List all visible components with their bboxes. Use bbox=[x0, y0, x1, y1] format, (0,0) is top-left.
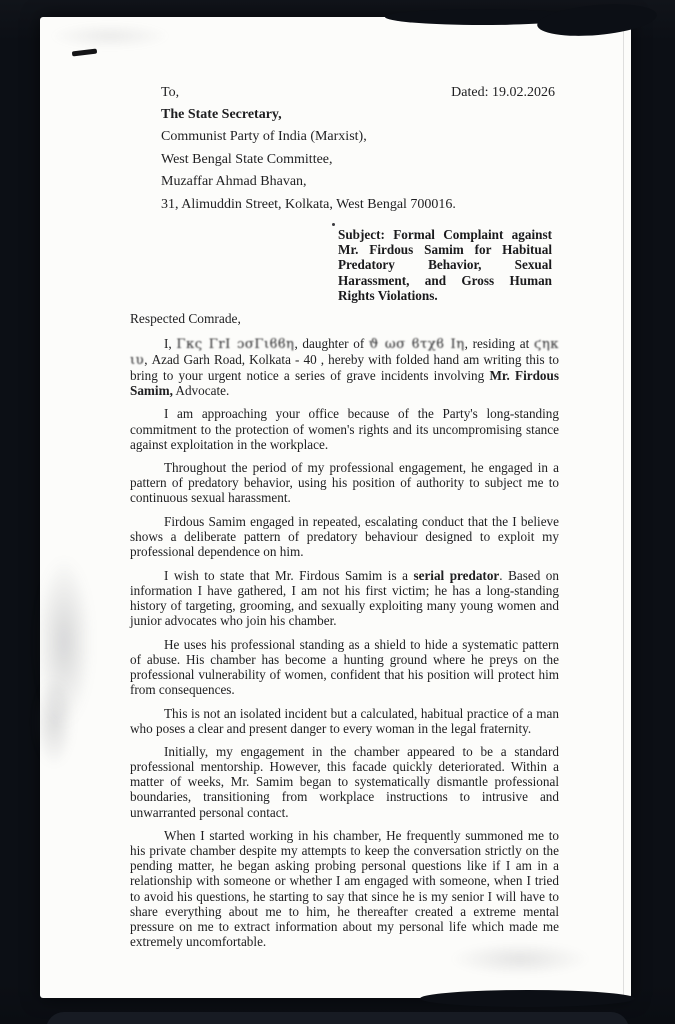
letter-header bbox=[161, 85, 555, 101]
letter-paragraph bbox=[130, 568, 559, 628]
letter-paragraph bbox=[130, 637, 559, 697]
scan-shadow-left-lower bbox=[34, 677, 74, 767]
greeting: Respected Comrade, bbox=[130, 311, 241, 327]
scan-shadow-top-left bbox=[50, 23, 170, 49]
letter-paragraph bbox=[130, 744, 559, 819]
scan-edge-bottom bbox=[420, 990, 635, 1007]
next-card-edge bbox=[46, 1012, 629, 1024]
letter-paragraph bbox=[130, 828, 559, 949]
redacted-text: ϛηκ ιυ bbox=[130, 336, 559, 368]
to-label: To, bbox=[161, 85, 180, 100]
letter-paragraph bbox=[130, 514, 559, 559]
scan-edge-top-right bbox=[536, 0, 658, 40]
text-segment: Initially, my engagement in the chamber appeared to be a standard professional mentorship. However, this facade quickly deteriorated. Within a matter of weeks, Mr. Samim began to systematically dismantle professional boundaries, transitioning from workplace instructions to intrusive and unwarranted personal contact. bbox=[130, 744, 559, 820]
letter-paragraph bbox=[130, 460, 559, 505]
text-segment: , residing at bbox=[464, 335, 534, 351]
letter-paragraph bbox=[130, 406, 559, 451]
recipient-address bbox=[161, 104, 631, 216]
text-segment: I am approaching your office because of the Party's long-standing commitment to the protection of women's rights and its uncompromising stance against exploitation in the workplace. bbox=[130, 406, 559, 452]
recipient-line: Communist Party of India (Marxist), bbox=[161, 129, 367, 145]
redacted-text: Γκς ΓrΙ ɔσΓιϐϐη bbox=[176, 336, 295, 352]
text-segment: , daughter of bbox=[294, 335, 369, 351]
text-segment: I, bbox=[164, 335, 177, 351]
letter-paragraph bbox=[130, 706, 559, 736]
scan-fold-line bbox=[623, 17, 624, 998]
text-segment: Throughout the period of my professional engagement, he engaged in a pattern of predatory behavior, using his position of authority to subject me to continuous sexual harassment. bbox=[130, 460, 559, 506]
subject-block: Subject: Formal Complaint against Mr. Firdous Samim for Habitual Predatory Behavior, Sexual Harassment, and Gross Human Rights Violations. bbox=[338, 227, 552, 303]
scan-speck bbox=[332, 223, 335, 226]
recipient-line: The State Secretary, bbox=[161, 107, 282, 122]
letter-page bbox=[40, 17, 631, 998]
text-segment: serial predator bbox=[413, 567, 500, 583]
text-segment: I wish to state that Mr. Firdous Samim is a bbox=[164, 567, 414, 583]
redacted-text: ϑ ωσ ϐτχϐ Ιη bbox=[368, 336, 465, 352]
scan-shadow-bottom bbox=[450, 942, 590, 976]
text-segment: . Based on information I have gathered, I am not his first victim; he has a long-standing history of targeting, grooming, and sexually exploiting many young women and junior advocates who join his chamber. bbox=[130, 567, 559, 629]
text-segment: , Azad Garh Road, Kolkata - 40 , hereby with folded hand am writing this to bring to your urgent notice a series of grave incidents involving bbox=[130, 351, 559, 383]
text-segment: Mr. Firdous Samim, bbox=[130, 367, 559, 398]
recipient-line: West Bengal State Committee, bbox=[161, 151, 333, 167]
text-segment: Advocate. bbox=[172, 382, 230, 398]
pen-mark bbox=[72, 48, 97, 56]
text-segment: Firdous Samim engaged in repeated, escalating conduct that the I believe shows a deliberate pattern of predatory behaviour designed to exploit my professional dependence on him. bbox=[130, 513, 559, 560]
recipient-line: 31, Alimuddin Street, Kolkata, West Bengal 700016. bbox=[161, 196, 456, 212]
letter-body bbox=[130, 336, 559, 949]
text-segment: When I started working in his chamber, He frequently summoned me to his private chamber despite my attempts to keep the conversation strictly on the pending matter, he began asking probing personal questions like if I am in a relationship with someone or whether I am engaged with someone, when I tried to avoid his questions, he starting to say that since he is my senior I will have to share everything about me to him, he thereafter created a extreme mental pressure on me to extract information about my personal life which made me extremely uncomfortable. bbox=[130, 828, 559, 949]
text-segment: He uses his professional standing as a shield to hide a systematic pattern of abuse. His chamber has become a hunting ground where he preys on the professional vulnerability of women, confident that his position will protect him from consequences. bbox=[130, 636, 559, 697]
letter-paragraph bbox=[130, 336, 559, 398]
recipient-line: Muzaffar Ahmad Bhavan, bbox=[161, 174, 307, 190]
date-text: Dated: 19.02.2026 bbox=[451, 85, 555, 100]
text-segment: This is not an isolated incident but a calculated, habitual practice of a man who poses a clear and present danger to every woman in the legal fraternity. bbox=[130, 705, 559, 736]
